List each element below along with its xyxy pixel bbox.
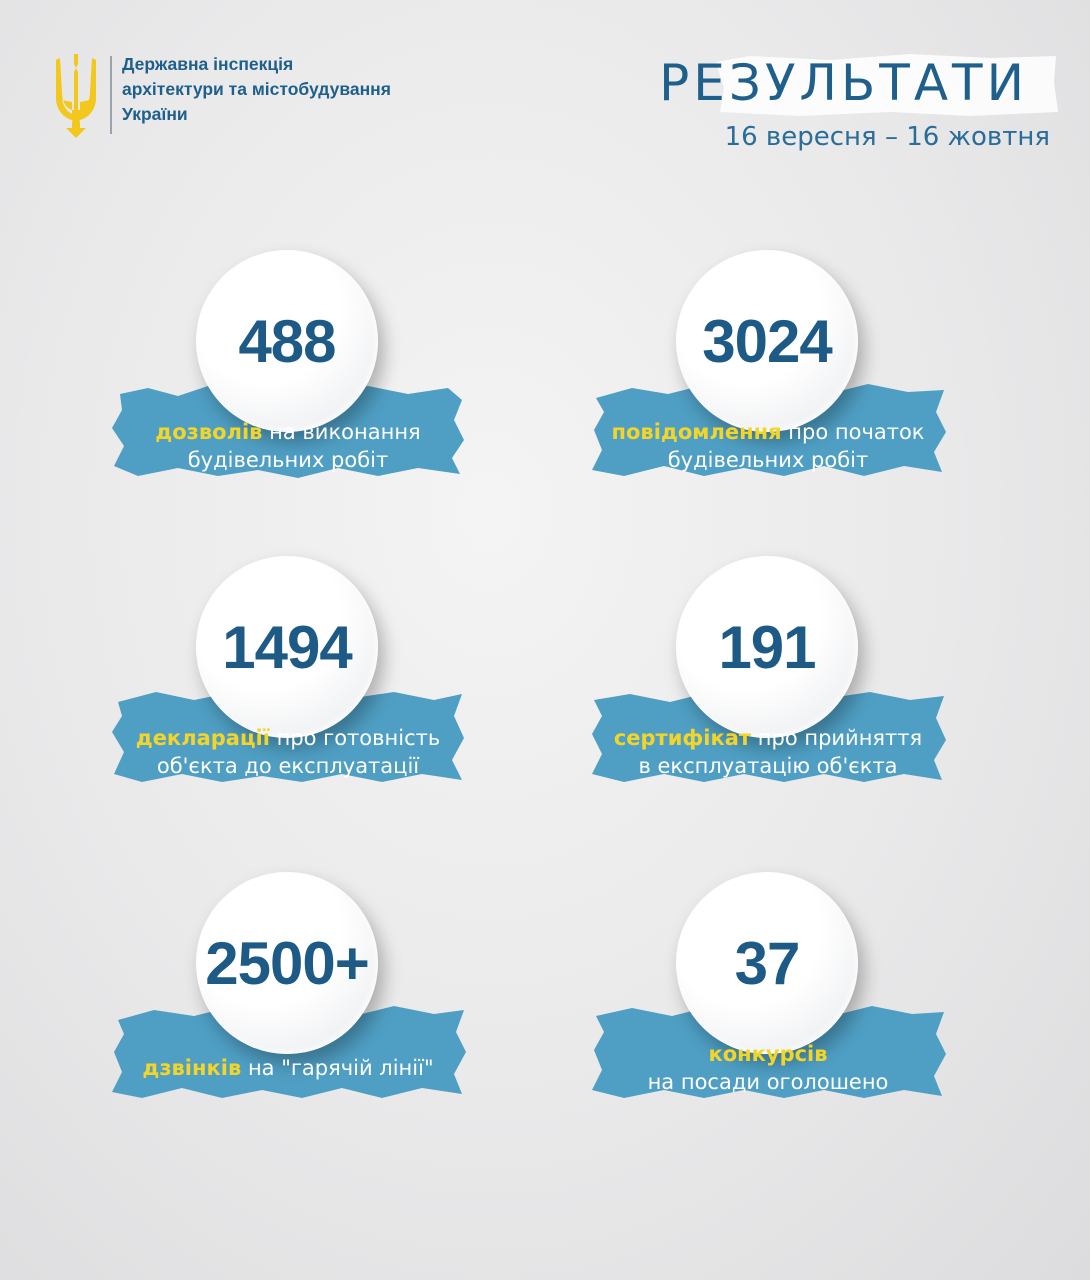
stat-competitions [588, 872, 948, 1132]
stat-label [598, 724, 938, 780]
stat-label [118, 1054, 458, 1082]
header-divider [110, 56, 112, 134]
stat-number: 488 [238, 307, 336, 375]
stat-label-line1: на "гарячій лінії" [241, 1056, 434, 1080]
stat-notifications [588, 250, 948, 510]
stat-label-line2: об'єкта до експлуатації [156, 754, 420, 778]
stat-keyword: дзвінків [142, 1056, 242, 1080]
organization-name [122, 52, 391, 127]
stat-keyword: сертифікат [613, 726, 752, 750]
stat-label-line1: на виконання [262, 420, 421, 444]
stat-number: 37 [734, 929, 800, 997]
stat-label-line2: будівельних робіт [187, 448, 389, 472]
stat-label-line2: в експлуатацію об'єкта [638, 754, 898, 778]
stat-calls [108, 872, 468, 1132]
page-title: РЕЗУЛЬТАТИ [659, 54, 1028, 112]
stat-circle [196, 872, 378, 1054]
results-header [659, 46, 1052, 156]
stat-circle [196, 556, 378, 738]
stat-declarations [108, 556, 468, 816]
stat-permits [108, 250, 468, 510]
stat-label-line1: про прийняття [751, 726, 923, 750]
date-range: 16 вересня – 16 жовтня [724, 122, 1050, 152]
stat-keyword: дозволів [155, 420, 263, 444]
stat-keyword: повідомлення [611, 420, 782, 444]
stat-certificates [588, 556, 948, 816]
stat-number: 191 [718, 613, 816, 681]
stat-label-line1: про готовність [269, 726, 441, 750]
stat-circle [676, 250, 858, 432]
stat-label [598, 418, 938, 474]
stat-label-line2: на посади оголошено [647, 1070, 889, 1094]
stat-keyword: декларації [135, 726, 270, 750]
stat-keyword: конкурсів [708, 1042, 828, 1066]
stat-label [118, 724, 458, 780]
stat-label-line1: про початок [781, 420, 925, 444]
stat-number: 2500+ [205, 929, 369, 997]
stat-label-line2: будівельних робіт [667, 448, 869, 472]
stat-circle [196, 250, 378, 432]
stat-label [118, 418, 458, 474]
stat-number: 1494 [222, 613, 352, 681]
org-line-2: архітектури та містобудування [122, 79, 391, 99]
stat-label [598, 1040, 938, 1096]
stat-circle [676, 872, 858, 1054]
stat-circle [676, 556, 858, 738]
org-line-3: України [122, 104, 188, 124]
organization-header [52, 52, 391, 140]
org-line-1: Державна інспекція [122, 54, 294, 74]
stat-number: 3024 [702, 307, 832, 375]
trident-emblem-icon [52, 52, 100, 140]
